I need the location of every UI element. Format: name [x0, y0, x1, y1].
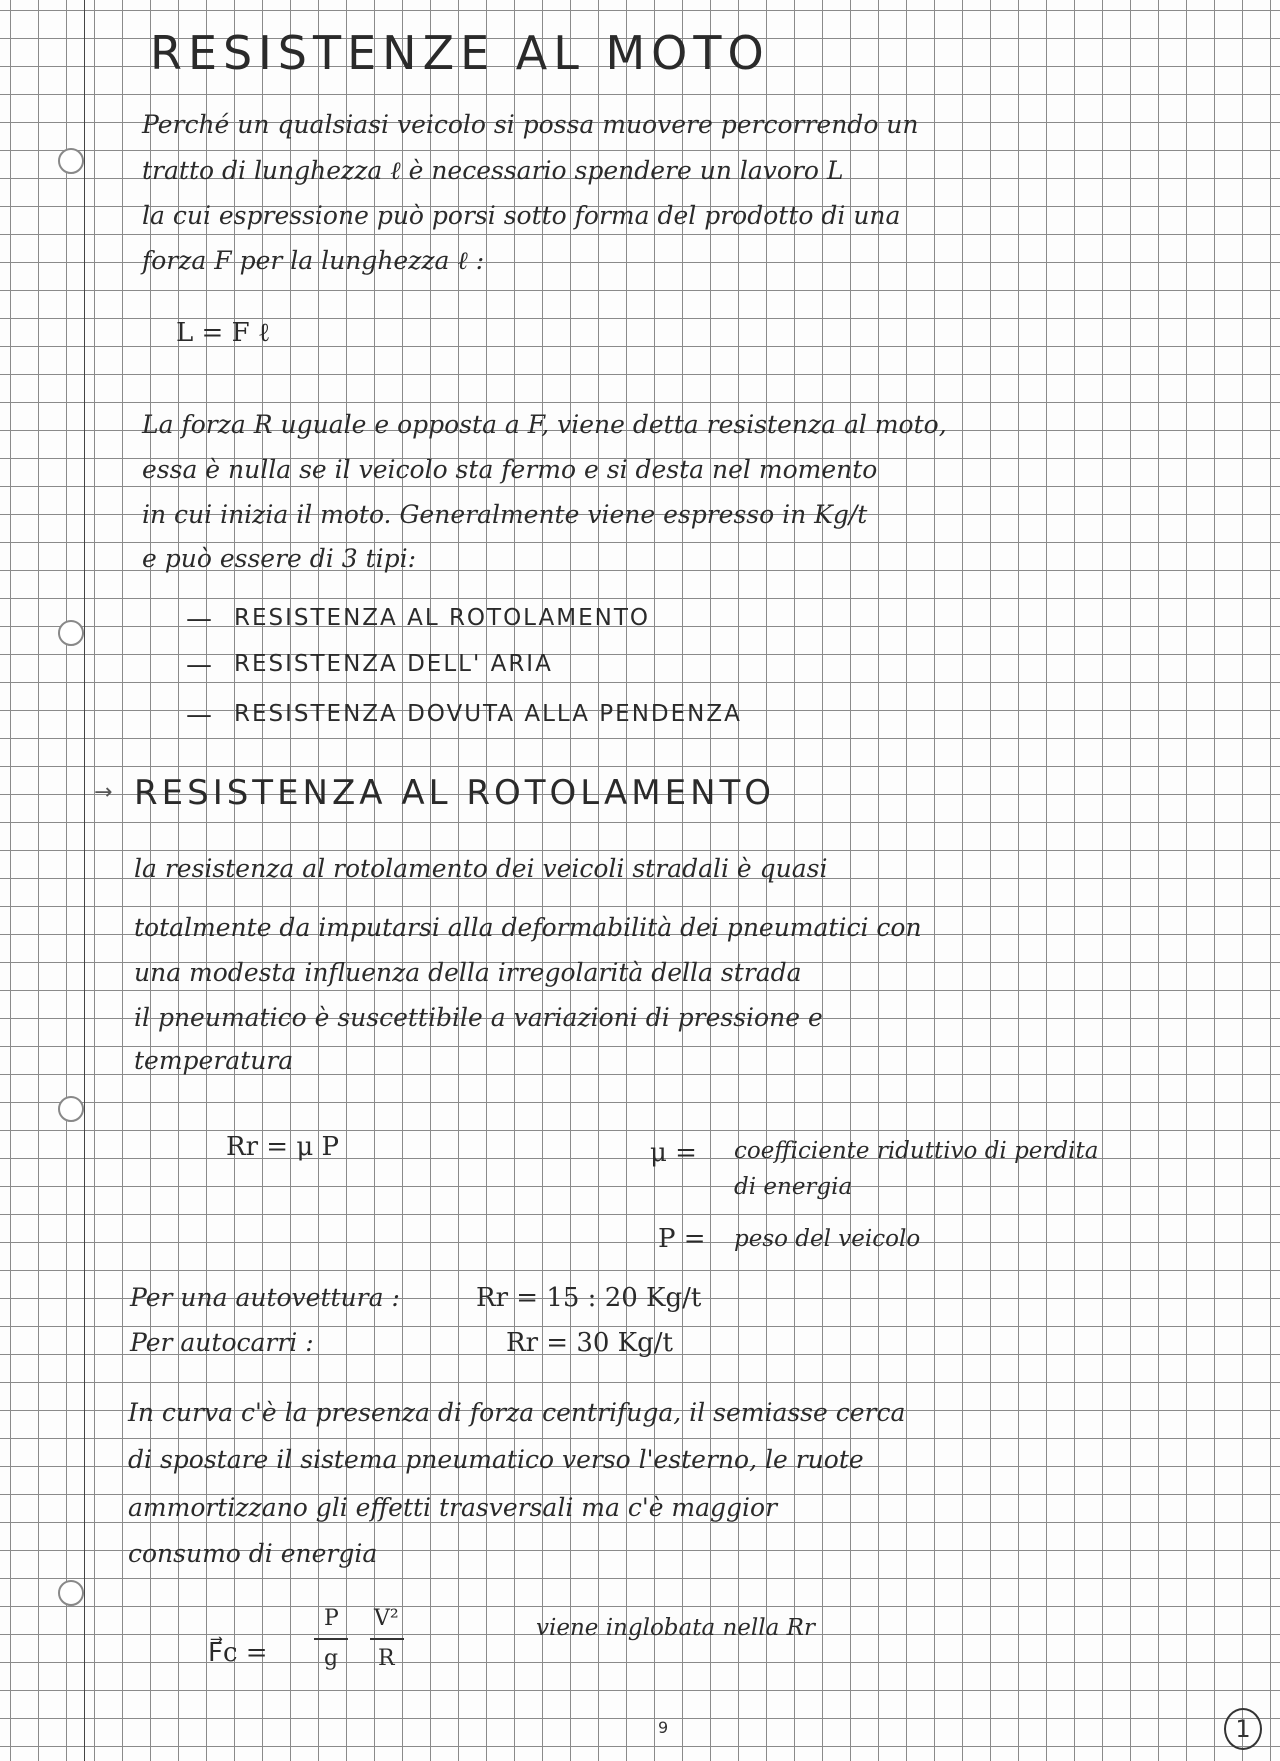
truck-value: Rr = 30 Kg/t: [506, 1328, 673, 1358]
rolling-line-2: totalmente da imputarsi alla deformabilità dei pneumatici con: [134, 913, 922, 942]
curve-line-4: consumo di energia: [128, 1539, 378, 1568]
formula-fc-lhs: F⃗c =: [208, 1638, 268, 1668]
curve-line-2: di spostare il sistema pneumatico verso l'esterno, le ruote: [128, 1445, 864, 1474]
page-title: RESISTENZE AL MOTO: [150, 26, 770, 80]
mu-definition-1: coefficiente riduttivo di perdita: [734, 1138, 1099, 1164]
definition-line-1: La forza R uguale e opposta a F, viene detta resistenza al moto,: [142, 410, 947, 439]
definition-line-4: e può essere di 3 tipi:: [142, 544, 417, 573]
intro-line-1: Perché un qualsiasi veicolo si possa muovere percorrendo un: [142, 110, 919, 139]
intro-line-2: tratto di lunghezza ℓ è necessario spendere un lavoro L: [142, 156, 844, 185]
truck-label: Per autocarri :: [130, 1328, 314, 1357]
intro-line-3: la cui espressione può porsi sotto forma del prodotto di una: [142, 201, 901, 230]
intro-line-4: forza F per la lunghezza ℓ :: [142, 246, 485, 275]
fc-note: viene inglobata nella Rr: [536, 1615, 815, 1641]
section-title: RESISTENZA AL ROTOLAMENTO: [134, 773, 776, 813]
type-item-1: RESISTENZA AL ROTOLAMENTO: [234, 605, 650, 631]
mu-definition-2: di energia: [734, 1174, 853, 1200]
list-dash: —: [186, 700, 212, 730]
formula-fc-den2: R: [378, 1646, 395, 1671]
definition-line-2: essa è nulla se il veicolo sta fermo e si desta nel momento: [142, 455, 878, 484]
rolling-line-5: temperatura: [134, 1046, 294, 1075]
binder-hole: [58, 148, 84, 174]
arrow-right-icon: →: [94, 780, 113, 805]
fraction-bar: [370, 1638, 404, 1640]
type-item-3: RESISTENZA DOVUTA ALLA PENDENZA: [234, 701, 742, 727]
definition-line-3: in cui inizia il moto. Generalmente viene espresso in Kg/t: [142, 500, 868, 529]
binder-hole: [58, 620, 84, 646]
rolling-line-4: il pneumatico è suscettibile a variazioni di pressione e: [134, 1003, 823, 1032]
type-item-2: RESISTENZA DELL' ARIA: [234, 651, 553, 677]
page-number: 9: [658, 1718, 669, 1737]
binder-hole: [58, 1580, 84, 1606]
rolling-line-3: una modesta influenza della irregolarità della strada: [134, 958, 802, 987]
list-dash: —: [186, 604, 212, 634]
formula-fc-num1: P: [324, 1606, 339, 1631]
formula-rr: Rr = μ P: [226, 1132, 339, 1162]
fraction-bar: [314, 1638, 348, 1640]
list-dash: —: [186, 650, 212, 680]
p-symbol: P =: [658, 1224, 706, 1254]
mu-symbol: μ =: [650, 1138, 697, 1168]
sheet-number: 1: [1224, 1708, 1262, 1750]
car-label: Per una autovettura :: [130, 1283, 400, 1312]
rolling-line-1: la resistenza al rotolamento dei veicoli stradali è quasi: [134, 854, 828, 883]
curve-line-1: In curva c'è la presenza di forza centrifuga, il semiasse cerca: [128, 1398, 906, 1427]
formula-fc-den1: g: [324, 1646, 339, 1671]
formula-fc-num2: V²: [374, 1606, 399, 1631]
formula-work: L = F ℓ: [176, 318, 271, 348]
margin-line: [84, 0, 85, 1761]
curve-line-3: ammortizzano gli effetti trasversali ma c'è maggior: [128, 1493, 778, 1522]
binder-hole: [58, 1096, 84, 1122]
p-definition: peso del veicolo: [734, 1226, 921, 1252]
car-value: Rr = 15 : 20 Kg/t: [476, 1283, 702, 1313]
